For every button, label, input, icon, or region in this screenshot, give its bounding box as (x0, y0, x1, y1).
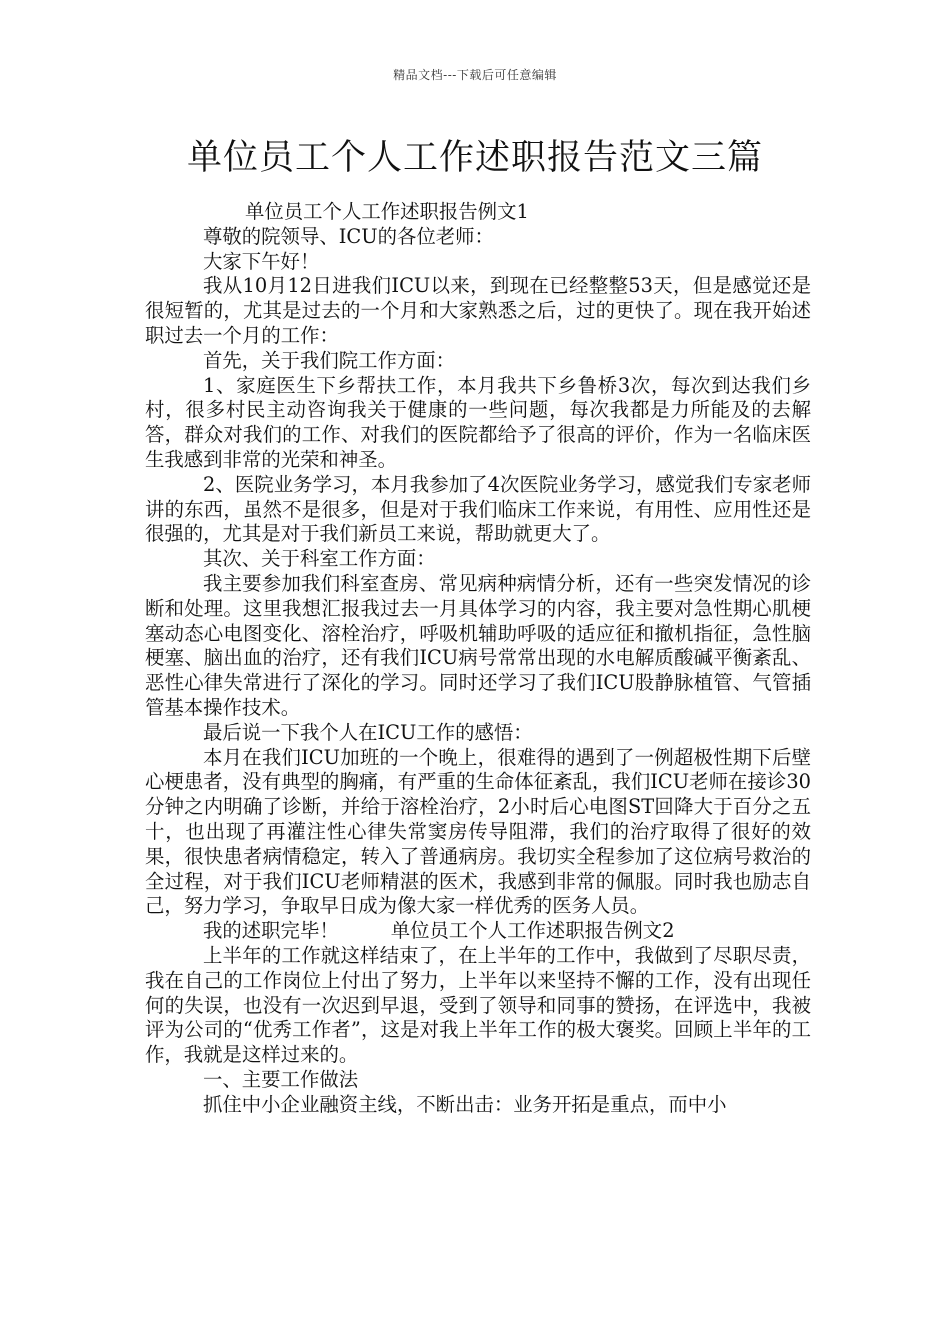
document-body (145, 200, 811, 1117)
section-heading-example-2: 单位员工个人工作述职报告例文2 (390, 919, 675, 943)
paragraph-family-doctor: 1、家庭医生下乡帮扶工作，本月我共下乡鲁桥3次，每次到达我们乡村，很多村民主动咨询我关于健康的一些问题，每次我都是力所能及的去解答，群众对我们的工作、对我们的医院都给予了很高的评价，作为一名临床医生我感到非常的光荣和神圣。 (145, 373, 811, 471)
paragraph-heading-main-practices: 一、主要工作做法 (203, 1067, 359, 1091)
paragraph-heading-reflection: 最后说一下我个人在ICU工作的感悟： (203, 720, 533, 744)
paragraph-reflection: 本月在我们ICU加班的一个晚上，很难得的遇到了一例超极性期下后壁心梗患者，没有典型的胸痛，有严重的生命体征紊乱，我们ICU老师在接诊30分钟之内明确了诊断，并给于溶栓治疗，2小时后心电图ST回降大于百分之五十，也出现了再灌注性心律失常窦房传导阻滞，我们的治疗取得了很好的效果，很快患者病情稳定，转入了普通病房。我切实全程参加了这位病号救治的全过程，对于我们ICU老师精湛的医术，我感到非常的佩服。同时我也励志自己，努力学习，争取早日成为像大家一样优秀的医务人员。 (145, 745, 811, 918)
paragraph-hospital-study: 2、医院业务学习，本月我参加了4次医院业务学习，感觉我们专家老师讲的东西，虽然不是很多，但是对于我们临床工作来说，有用性、应用性还是很强的，尤其是对于我们新员工来说，帮助就更大了。 (145, 472, 811, 546)
section-heading-example-1: 单位员工个人工作述职报告例文1 (245, 200, 529, 223)
paragraph-heading-department-work: 其次、关于科室工作方面： (203, 547, 436, 571)
paragraph-heading-hospital-work: 首先，关于我们院工作方面： (203, 348, 456, 372)
paragraph-intro: 我从10月12日进我们ICU以来，到现在已经整整53天，但是感觉还是很短暂的，尤其是过去的一个月和大家熟悉之后，过的更快了。现在我开始述职过去一个月的工作： (145, 274, 811, 347)
paragraph-sme-financing: 抓住中小企业融资主线，不断出击：业务开拓是重点，而中小 (203, 1092, 727, 1116)
paragraph-half-year-summary: 上半年的工作就这样结束了，在上半年的工作中，我做到了尽职尽责，我在自己的工作岗位上付出了努力，上半年以来坚持不懈的工作，没有出现任何的失误，也没有一次迟到早退，受到了领导和同事的赞扬，在评选中，我被评为公司的“优秀工作者”，这是对我上半年工作的极大褒奖。回顾上半年的工作，我就是这样过来的。 (145, 943, 811, 1067)
document-title: 单位员工个人工作述职报告范文三篇 (186, 138, 763, 178)
closing-text: 我的述职完毕！ (203, 919, 339, 943)
paragraph-closing-line (145, 919, 811, 944)
greeting: 大家下午好！ (203, 249, 320, 273)
paragraph-department-study: 我主要参加我们科室查房、常见病种病情分析，还有一些突发情况的诊断和处理。这里我想汇报我过去一月具体学习的内容，我主要对急性期心肌梗塞动态心电图变化、溶栓治疗，呼吸机辅助呼吸的适应征和撤机指征，急性脑梗塞、脑出血的治疗，还有我们ICU病号常常出现的水电解质酸碱平衡紊乱、恶性心律失常进行了深化的学习。同时还学习了我们ICU股静脉植管、气管插管基本操作技术。 (145, 571, 811, 719)
salutation: 尊敬的院领导、ICU的各位老师： (203, 224, 494, 248)
header-note: 精品文档---下载后可任意编辑 (393, 68, 557, 82)
